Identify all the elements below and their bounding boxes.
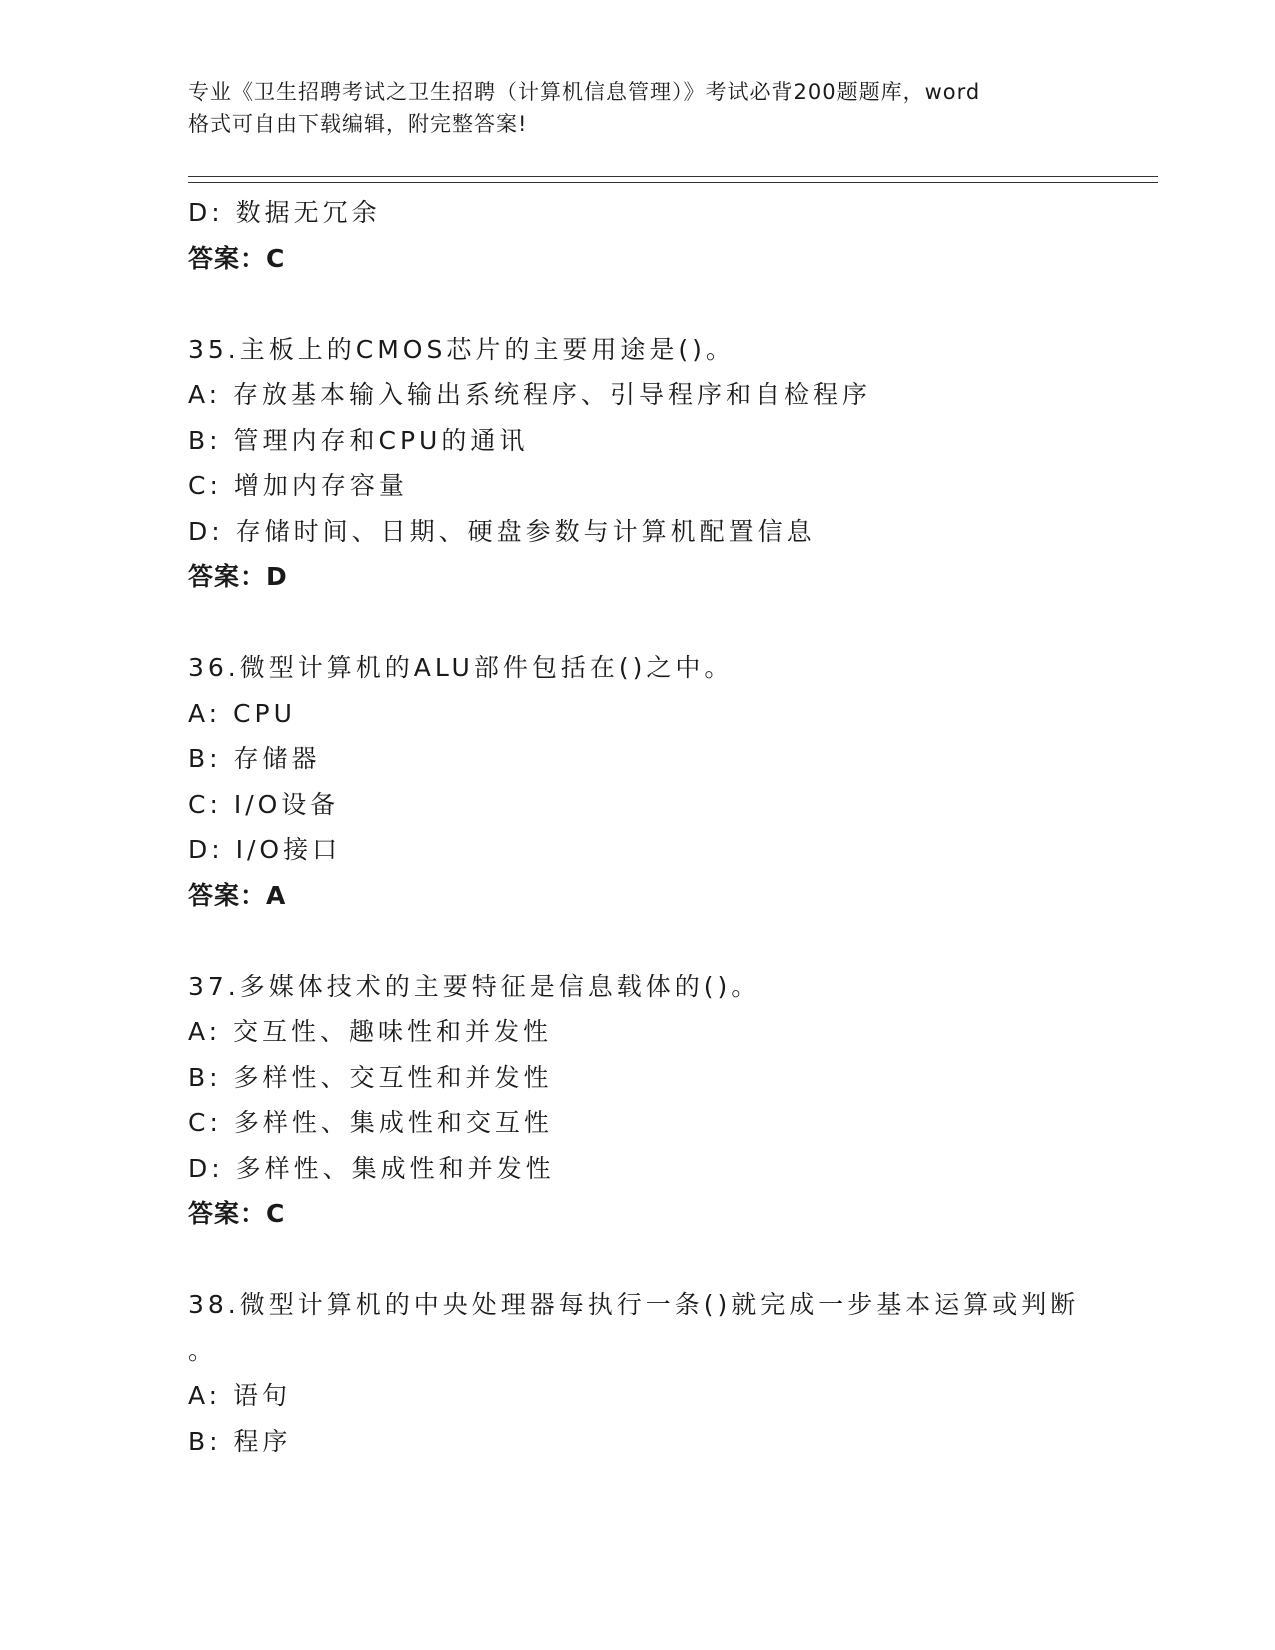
option-d: D: 数据无冗余: [188, 198, 381, 227]
answer-line: 答案：C: [188, 1199, 286, 1228]
option-b: B: 多样性、交互性和并发性: [188, 1062, 553, 1092]
option-c: C: 增加内存容量: [188, 471, 408, 500]
option-a: A: 存放基本输入输出系统程序、引导程序和自检程序: [188, 380, 872, 409]
spacer: [188, 600, 1148, 646]
option-c: C: I/O设备: [188, 789, 340, 819]
option-a: A: 交互性、趣味性和并发性: [188, 1017, 553, 1046]
option-d: D: 多样性、集成性和并发性: [188, 1153, 555, 1183]
option-b: B: 程序: [188, 1426, 292, 1456]
header-line-2: 格式可自由下载编辑，附完整答案!: [188, 112, 528, 136]
option-d: D: 存储时间、日期、硬盘参数与计算机配置信息: [188, 516, 816, 546]
page-header: [188, 76, 1088, 140]
spacer: [188, 281, 1148, 327]
question-38: [188, 1282, 1148, 1464]
answer-line: 答案：C: [188, 243, 286, 273]
question-text: 37.多媒体技术的主要特征是信息载体的()。: [188, 971, 761, 1001]
option-d: D: I/O接口: [188, 835, 342, 864]
question-text: 35.主板上的CMOS芯片的主要用途是()。: [188, 334, 735, 364]
option-a: A: 语句: [188, 1381, 292, 1410]
question-list: [188, 190, 1148, 1464]
option-a: A: CPU: [188, 698, 296, 728]
question-text-tail: 。: [188, 1335, 214, 1365]
question-text: 38.微型计算机的中央处理器每执行一条()就完成一步基本运算或判断: [188, 1290, 1080, 1319]
header-line-1: 专业《卫生招聘考试之卫生招聘（计算机信息管理）》考试必背200题题库，word: [188, 80, 981, 104]
question-text: 36.微型计算机的ALU部件包括在()之中。: [188, 653, 734, 682]
question-37: [188, 964, 1148, 1237]
spacer: [188, 918, 1148, 964]
previous-question-tail: [188, 190, 1148, 281]
option-b: B: 存储器: [188, 744, 321, 773]
option-c: C: 多样性、集成性和交互性: [188, 1108, 553, 1137]
question-35: [188, 327, 1148, 600]
question-36: [188, 645, 1148, 918]
header-divider: [188, 176, 1158, 183]
option-b: B: 管理内存和CPU的通讯: [188, 425, 529, 455]
spacer: [188, 1237, 1148, 1283]
answer-line: 答案：A: [188, 880, 287, 910]
answer-line: 答案：D: [188, 562, 288, 591]
